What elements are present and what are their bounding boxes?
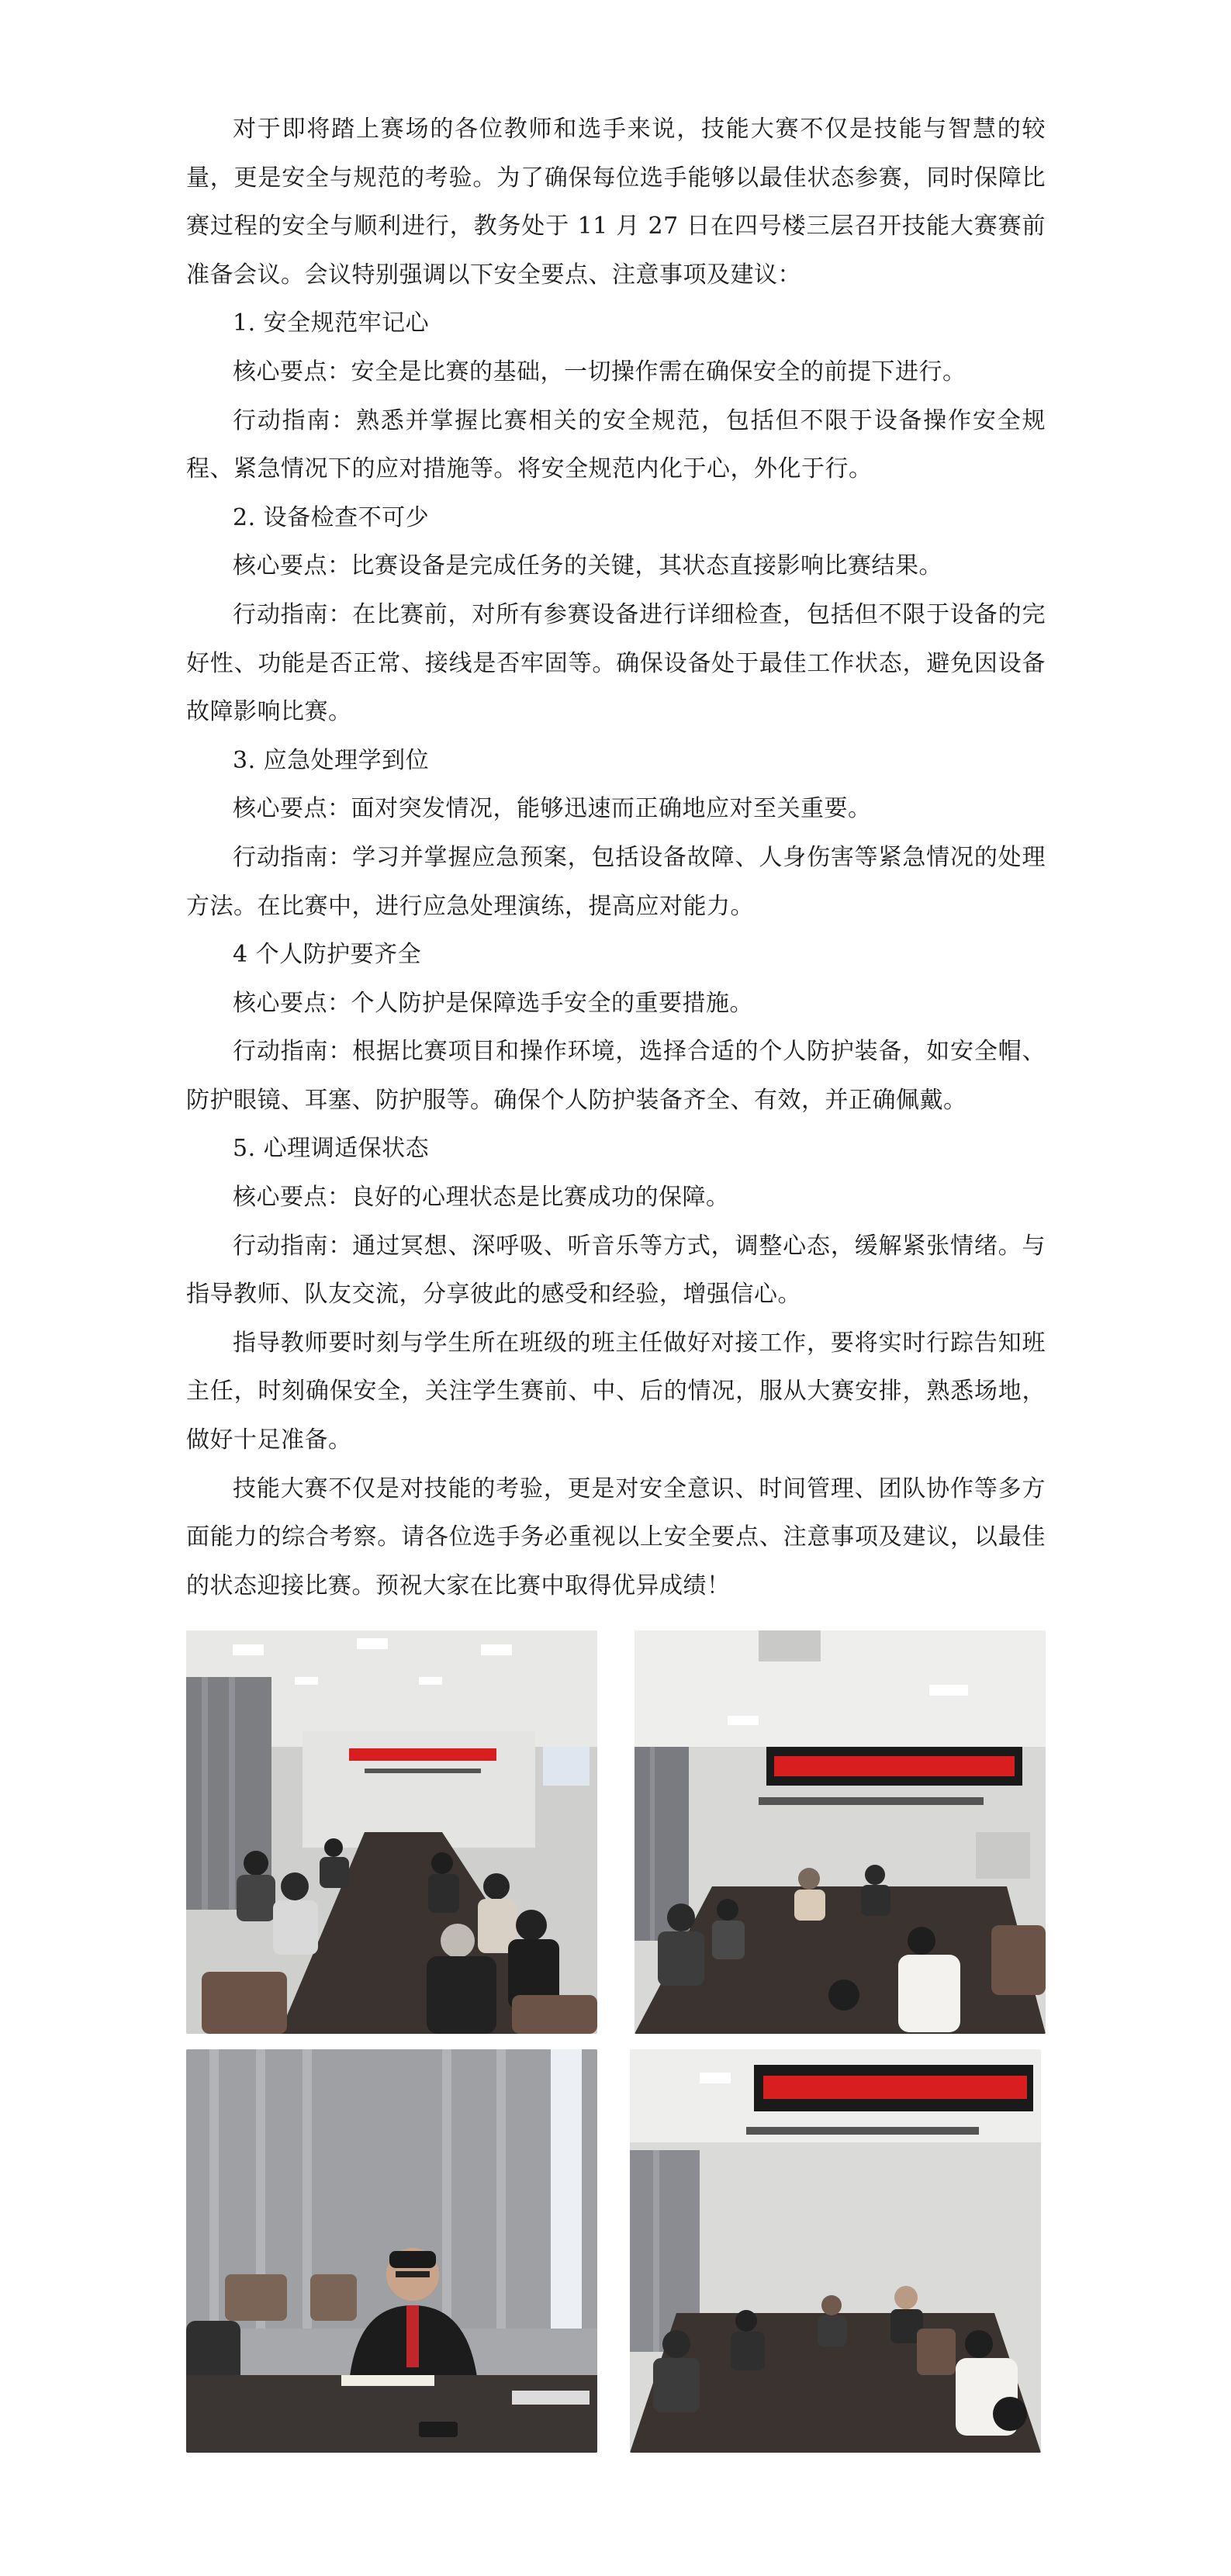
meeting-room-photo: [630, 2049, 1041, 2453]
section-heading-1: 1. 安全规范牢记心: [233, 309, 430, 337]
action-guide-4: 行动指南：根据比赛项目和操作环境，选择合适的个人防护装备，如安全帽、防护眼镜、耳塞、防护服等。确保个人防护装备齐全、有效，并正确佩戴。: [186, 1038, 1046, 1114]
key-point-4: 核心要点：个人防护是保障选手安全的重要措施。: [233, 989, 753, 1017]
meeting-room-photo: [186, 1630, 597, 2034]
paragraph-teachers: 指导教师要时刻与学生所在班级的班主任做好对接工作，要将实时行踪告知班主任，时刻确保安全，关注学生赛前、中、后的情况，服从大赛安排，熟悉场地，做好十足准备。: [186, 1329, 1046, 1454]
action-guide-3: 行动指南：学习并掌握应急预案，包括设备故障、人身伤害等紧急情况的处理方法。在比赛中，进行应急处理演练，提高应对能力。: [186, 843, 1046, 920]
section-heading-3: 3. 应急处理学到位: [233, 746, 430, 774]
key-point-2: 核心要点：比赛设备是完成任务的关键，其状态直接影响比赛结果。: [233, 552, 942, 580]
section-heading-2: 2. 设备检查不可少: [233, 503, 430, 531]
meeting-room-photo: [635, 1630, 1046, 2034]
action-guide-2: 行动指南：在比赛前，对所有参赛设备进行详细检查，包括但不限于设备的完好性、功能是否正常、接线是否牢固等。确保设备处于最佳工作状态，避免因设备故障影响比赛。: [186, 600, 1046, 726]
section-heading-5: 5. 心理调适保状态: [233, 1135, 430, 1163]
key-point-3: 核心要点：面对突发情况，能够迅速而正确地应对至关重要。: [233, 795, 872, 823]
paragraph-intro: 对于即将踏上赛场的各位教师和选手来说，技能大赛不仅是技能与智慧的较量，更是安全与规范的考验。为了确保每位选手能够以最佳状态参赛，同时保障比赛过程的安全与顺利进行，教务处于 11 月 27 日在四号楼三层召开技能大赛赛前准备会议。会议特别强调以下安全要点、注意事项及建议：: [186, 116, 1046, 289]
key-point-1: 核心要点：安全是比赛的基础，一切操作需在确保安全的前提下进行。: [233, 358, 966, 386]
action-guide-1: 行动指南：熟悉并掌握比赛相关的安全规范，包括但不限于设备操作安全规程、紧急情况下的应对措施等。将安全规范内化于心，外化于行。: [186, 406, 1046, 483]
paragraph-closing: 技能大赛不仅是对技能的考验，更是对安全意识、时间管理、团队协作等多方面能力的综合考察。请各位选手务必重视以上安全要点、注意事项及建议，以最佳的状态迎接比赛。预祝大家在比赛中取得优异成绩！: [186, 1475, 1046, 1599]
action-guide-5: 行动指南：通过冥想、深呼吸、听音乐等方式，调整心态，缓解紧张情绪。与指导教师、队友交流，分享彼此的感受和经验，增强信心。: [186, 1232, 1046, 1309]
article-body: [186, 105, 1046, 1610]
key-point-5: 核心要点：良好的心理状态是比赛成功的保障。: [233, 1184, 730, 1212]
teacher-portrait-photo: [186, 2049, 597, 2453]
section-heading-4: 4 个人防护要齐全: [233, 941, 422, 969]
